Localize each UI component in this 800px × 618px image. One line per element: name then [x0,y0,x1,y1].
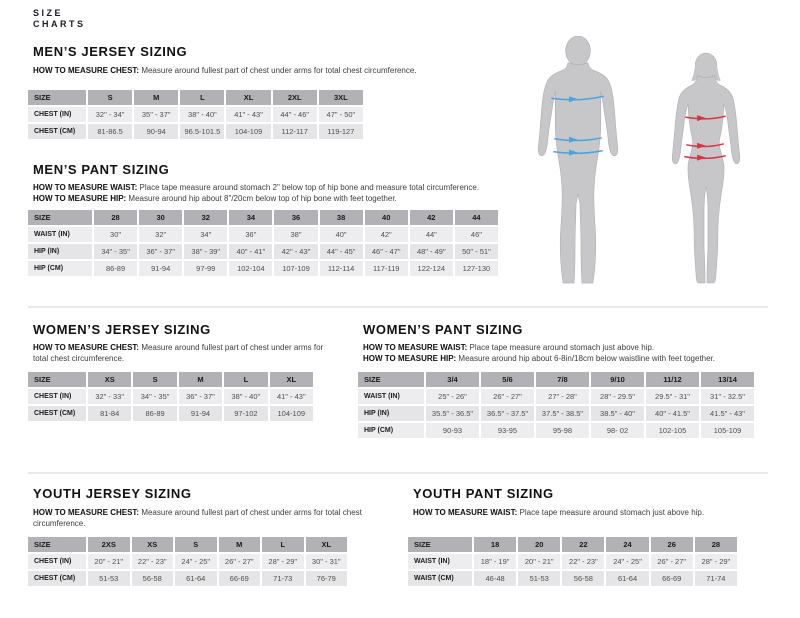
cell-value: 38" - 40" [180,107,224,122]
mens-pant-table [26,208,500,278]
row-label: CHEST (IN) [28,554,86,569]
table-header-row [28,210,498,225]
measure-instructions [413,508,704,519]
measure-instructions [33,66,417,77]
table-row [28,389,313,404]
cell-value: 44" - 45" [320,244,363,259]
section-divider [28,472,768,474]
cell-value: 98- 02 [591,423,644,438]
section-title: YOUTH PANT SIZING [413,486,554,501]
cell-value: 41" - 43" [226,107,270,122]
measure-label: HOW TO MEASURE HIP: [363,353,457,363]
cell-value: 102-105 [646,423,699,438]
column-header: XL [270,372,313,387]
table-row [28,406,313,421]
table-row [408,571,737,586]
row-label: WAIST (IN) [358,389,424,404]
cell-value: 24" - 25" [606,554,648,569]
column-header: XS [88,372,131,387]
cell-value: 107-109 [274,261,317,276]
cell-value: 20" - 21" [518,554,560,569]
cell-value: 26" - 27" [481,389,534,404]
cell-value: 24" - 25" [175,554,217,569]
measure-label: HOW TO MEASURE WAIST: [363,343,468,352]
column-header: L [262,537,304,552]
column-header: L [224,372,267,387]
female-silhouette [672,76,740,283]
row-label: HIP (CM) [28,261,92,276]
cell-value: 81-86.5 [88,124,132,139]
table-row [28,244,498,259]
cell-value: 26" - 27" [651,554,693,569]
female-figure [668,52,744,284]
cell-value: 112-114 [320,261,363,276]
measure-text: Place tape measure around stomach just above hip. [469,343,655,352]
cell-value: 29.5" - 31" [646,389,699,404]
measure-text: Measure around fullest part of chest under arms for total chest circumference. [33,343,324,363]
cell-value: 90-94 [134,124,178,139]
section-title: WOMEN’S PANT SIZING [363,322,523,337]
youth-jersey-table [26,535,349,588]
measure-label: HOW TO MEASURE HIP: [33,193,127,203]
cell-value: 35" - 37" [134,107,178,122]
cell-value: 51-53 [518,571,560,586]
row-label: CHEST (IN) [28,389,86,404]
cell-value: 31" - 32.5" [701,389,754,404]
cell-value: 104-109 [226,124,270,139]
table-row [358,406,754,421]
cell-value: 35.5" - 36.5" [426,406,479,421]
cell-value: 40" - 41" [229,244,272,259]
cell-value: 22" - 23" [562,554,604,569]
cell-value: 117-119 [365,261,408,276]
kicker-line-1: SIZE [33,8,64,18]
cell-value: 46" [455,227,498,242]
cell-value: 26" - 27" [219,554,261,569]
cell-value: 44" - 46" [273,107,317,122]
row-label: CHEST (CM) [28,571,86,586]
womens-jersey-table [26,370,315,423]
cell-value: 86-89 [133,406,176,421]
measure-label: HOW TO MEASURE CHEST: [33,66,140,75]
column-header: 13/14 [701,372,754,387]
cell-value: 28" - 29" [695,554,737,569]
measure-text: Measure around hip about 6-8in/18cm below waistline with feet together. [458,353,716,363]
row-label: CHEST (CM) [28,124,86,139]
row-label: HIP (CM) [358,423,424,438]
column-header: 2XS [88,537,130,552]
male-silhouette [538,63,618,283]
column-header: 9/10 [591,372,644,387]
column-header: 36 [274,210,317,225]
youth-pant-table [406,535,739,588]
table-header-row [28,90,363,105]
column-header: 3XL [319,90,363,105]
measure-text: Measure around fullest part of chest under arms for total chest circumference. [33,508,362,528]
cell-value: 76-79 [306,571,348,586]
row-label: CHEST (CM) [28,406,86,421]
size-column-header: SIZE [28,210,92,225]
table-row [358,389,754,404]
measure-label: HOW TO MEASURE CHEST: [33,343,140,352]
cell-value: 36" - 37" [179,389,222,404]
male-head [566,36,591,66]
column-header: S [133,372,176,387]
row-label: CHEST (IN) [28,107,86,122]
column-header: XL [226,90,270,105]
female-head [695,53,717,79]
measure-text: Measure around hip about 8"/20cm below top of hip bone with feet together. [128,193,397,203]
cell-value: 28" - 29.5" [591,389,644,404]
cell-value: 91-94 [139,261,182,276]
size-column-header: SIZE [408,537,472,552]
cell-value: 97-99 [184,261,227,276]
measure-instructions [363,343,715,364]
cell-value: 32" - 33" [88,389,131,404]
cell-value: 41.5" - 43" [701,406,754,421]
cell-value: 66-69 [651,571,693,586]
measure-label: HOW TO MEASURE CHEST: [33,508,140,517]
kicker-line-2: CHARTS [33,19,86,29]
cell-value: 40" [320,227,363,242]
column-header: L [180,90,224,105]
table-header-row [358,372,754,387]
cell-value: 102-104 [229,261,272,276]
column-header: 22 [562,537,604,552]
column-header: 18 [474,537,516,552]
column-header: 11/12 [646,372,699,387]
section-divider [28,306,768,308]
table-row [408,554,737,569]
cell-value: 27" - 28" [536,389,589,404]
size-column-header: SIZE [28,90,86,105]
cell-value: 127-130 [455,261,498,276]
page-kicker [33,8,86,30]
column-header: 34 [229,210,272,225]
cell-value: 61-64 [606,571,648,586]
cell-value: 34" - 35" [94,244,137,259]
column-header: M [219,537,261,552]
cell-value: 96.5-101.5 [180,124,224,139]
cell-value: 61-64 [175,571,217,586]
column-header: 5/6 [481,372,534,387]
row-label: HIP (IN) [28,244,92,259]
cell-value: 22" - 23" [132,554,174,569]
column-header: 2XL [273,90,317,105]
cell-value: 30" [94,227,137,242]
column-header: 38 [320,210,363,225]
cell-value: 50" - 51" [455,244,498,259]
column-header: S [175,537,217,552]
column-header: 28 [695,537,737,552]
table-row [358,423,754,438]
column-header: 26 [651,537,693,552]
cell-value: 41" - 43" [270,389,313,404]
column-header: 7/8 [536,372,589,387]
cell-value: 38.5" - 40" [591,406,644,421]
cell-value: 93-95 [481,423,534,438]
table-row [28,571,347,586]
cell-value: 36" - 37" [139,244,182,259]
size-column-header: SIZE [28,537,86,552]
cell-value: 86-89 [94,261,137,276]
column-header: 42 [410,210,453,225]
cell-value: 119-127 [319,124,363,139]
row-label: WAIST (IN) [408,554,472,569]
cell-value: 90-93 [426,423,479,438]
column-header: 20 [518,537,560,552]
cell-value: 122-124 [410,261,453,276]
cell-value: 36.5" - 37.5" [481,406,534,421]
column-header: XS [132,537,174,552]
cell-value: 71-73 [262,571,304,586]
column-header: M [134,90,178,105]
womens-pant-table [356,370,756,440]
cell-value: 42" [365,227,408,242]
cell-value: 46-48 [474,571,516,586]
section-title: MEN’S PANT SIZING [33,162,170,177]
row-label: HIP (IN) [358,406,424,421]
column-header: XL [306,537,348,552]
table-row [28,227,498,242]
table-header-row [408,537,737,552]
column-header: 30 [139,210,182,225]
cell-value: 112-117 [273,124,317,139]
cell-value: 38" - 40" [224,389,267,404]
cell-value: 37.5" - 38.5" [536,406,589,421]
table-row [28,261,498,276]
column-header: M [179,372,222,387]
cell-value: 56-58 [562,571,604,586]
column-header: S [88,90,132,105]
table-header-row [28,537,347,552]
cell-value: 48" - 49" [410,244,453,259]
measure-instructions [33,343,329,364]
cell-value: 47" - 50" [319,107,363,122]
table-header-row [28,372,313,387]
cell-value: 40" - 41.5" [646,406,699,421]
cell-value: 20" - 21" [88,554,130,569]
measure-text: Place tape measure around stomach just above hip. [519,508,705,517]
section-title: WOMEN’S JERSEY SIZING [33,322,211,337]
cell-value: 34" - 35" [133,389,176,404]
measure-label: HOW TO MEASURE WAIST: [413,508,518,517]
cell-value: 71-74 [695,571,737,586]
cell-value: 28" - 29" [262,554,304,569]
cell-value: 66-69 [219,571,261,586]
cell-value: 95-98 [536,423,589,438]
column-header: 24 [606,537,648,552]
cell-value: 97-102 [224,406,267,421]
male-figure [536,36,620,288]
column-header: 28 [94,210,137,225]
measure-instructions [33,508,379,529]
measure-text: Measure around fullest part of chest under arms for total chest circumference. [141,66,417,75]
measure-text: Place tape measure around stomach 2" below top of hip bone and measure total circumference. [139,183,480,192]
measure-instructions [33,183,479,204]
table-row [28,124,363,139]
cell-value: 32" - 34" [88,107,132,122]
table-row [28,554,347,569]
cell-value: 32" [139,227,182,242]
cell-value: 38" [274,227,317,242]
cell-value: 91-94 [179,406,222,421]
cell-value: 81-84 [88,406,131,421]
cell-value: 104-109 [270,406,313,421]
cell-value: 38" - 39" [184,244,227,259]
section-title: YOUTH JERSEY SIZING [33,486,192,501]
column-header: 40 [365,210,408,225]
cell-value: 46" - 47" [365,244,408,259]
column-header: 44 [455,210,498,225]
cell-value: 36" [229,227,272,242]
cell-value: 34" [184,227,227,242]
cell-value: 51-53 [88,571,130,586]
cell-value: 18" - 19" [474,554,516,569]
column-header: 32 [184,210,227,225]
mens-jersey-table [26,88,365,141]
cell-value: 105-109 [701,423,754,438]
section-title: MEN’S JERSEY SIZING [33,44,188,59]
size-column-header: SIZE [358,372,424,387]
cell-value: 25" - 26" [426,389,479,404]
column-header: 3/4 [426,372,479,387]
table-row [28,107,363,122]
row-label: WAIST (CM) [408,571,472,586]
measure-label: HOW TO MEASURE WAIST: [33,183,138,192]
row-label: WAIST (IN) [28,227,92,242]
cell-value: 56-58 [132,571,174,586]
cell-value: 30" - 31" [306,554,348,569]
cell-value: 44" [410,227,453,242]
size-column-header: SIZE [28,372,86,387]
cell-value: 42" - 43" [274,244,317,259]
